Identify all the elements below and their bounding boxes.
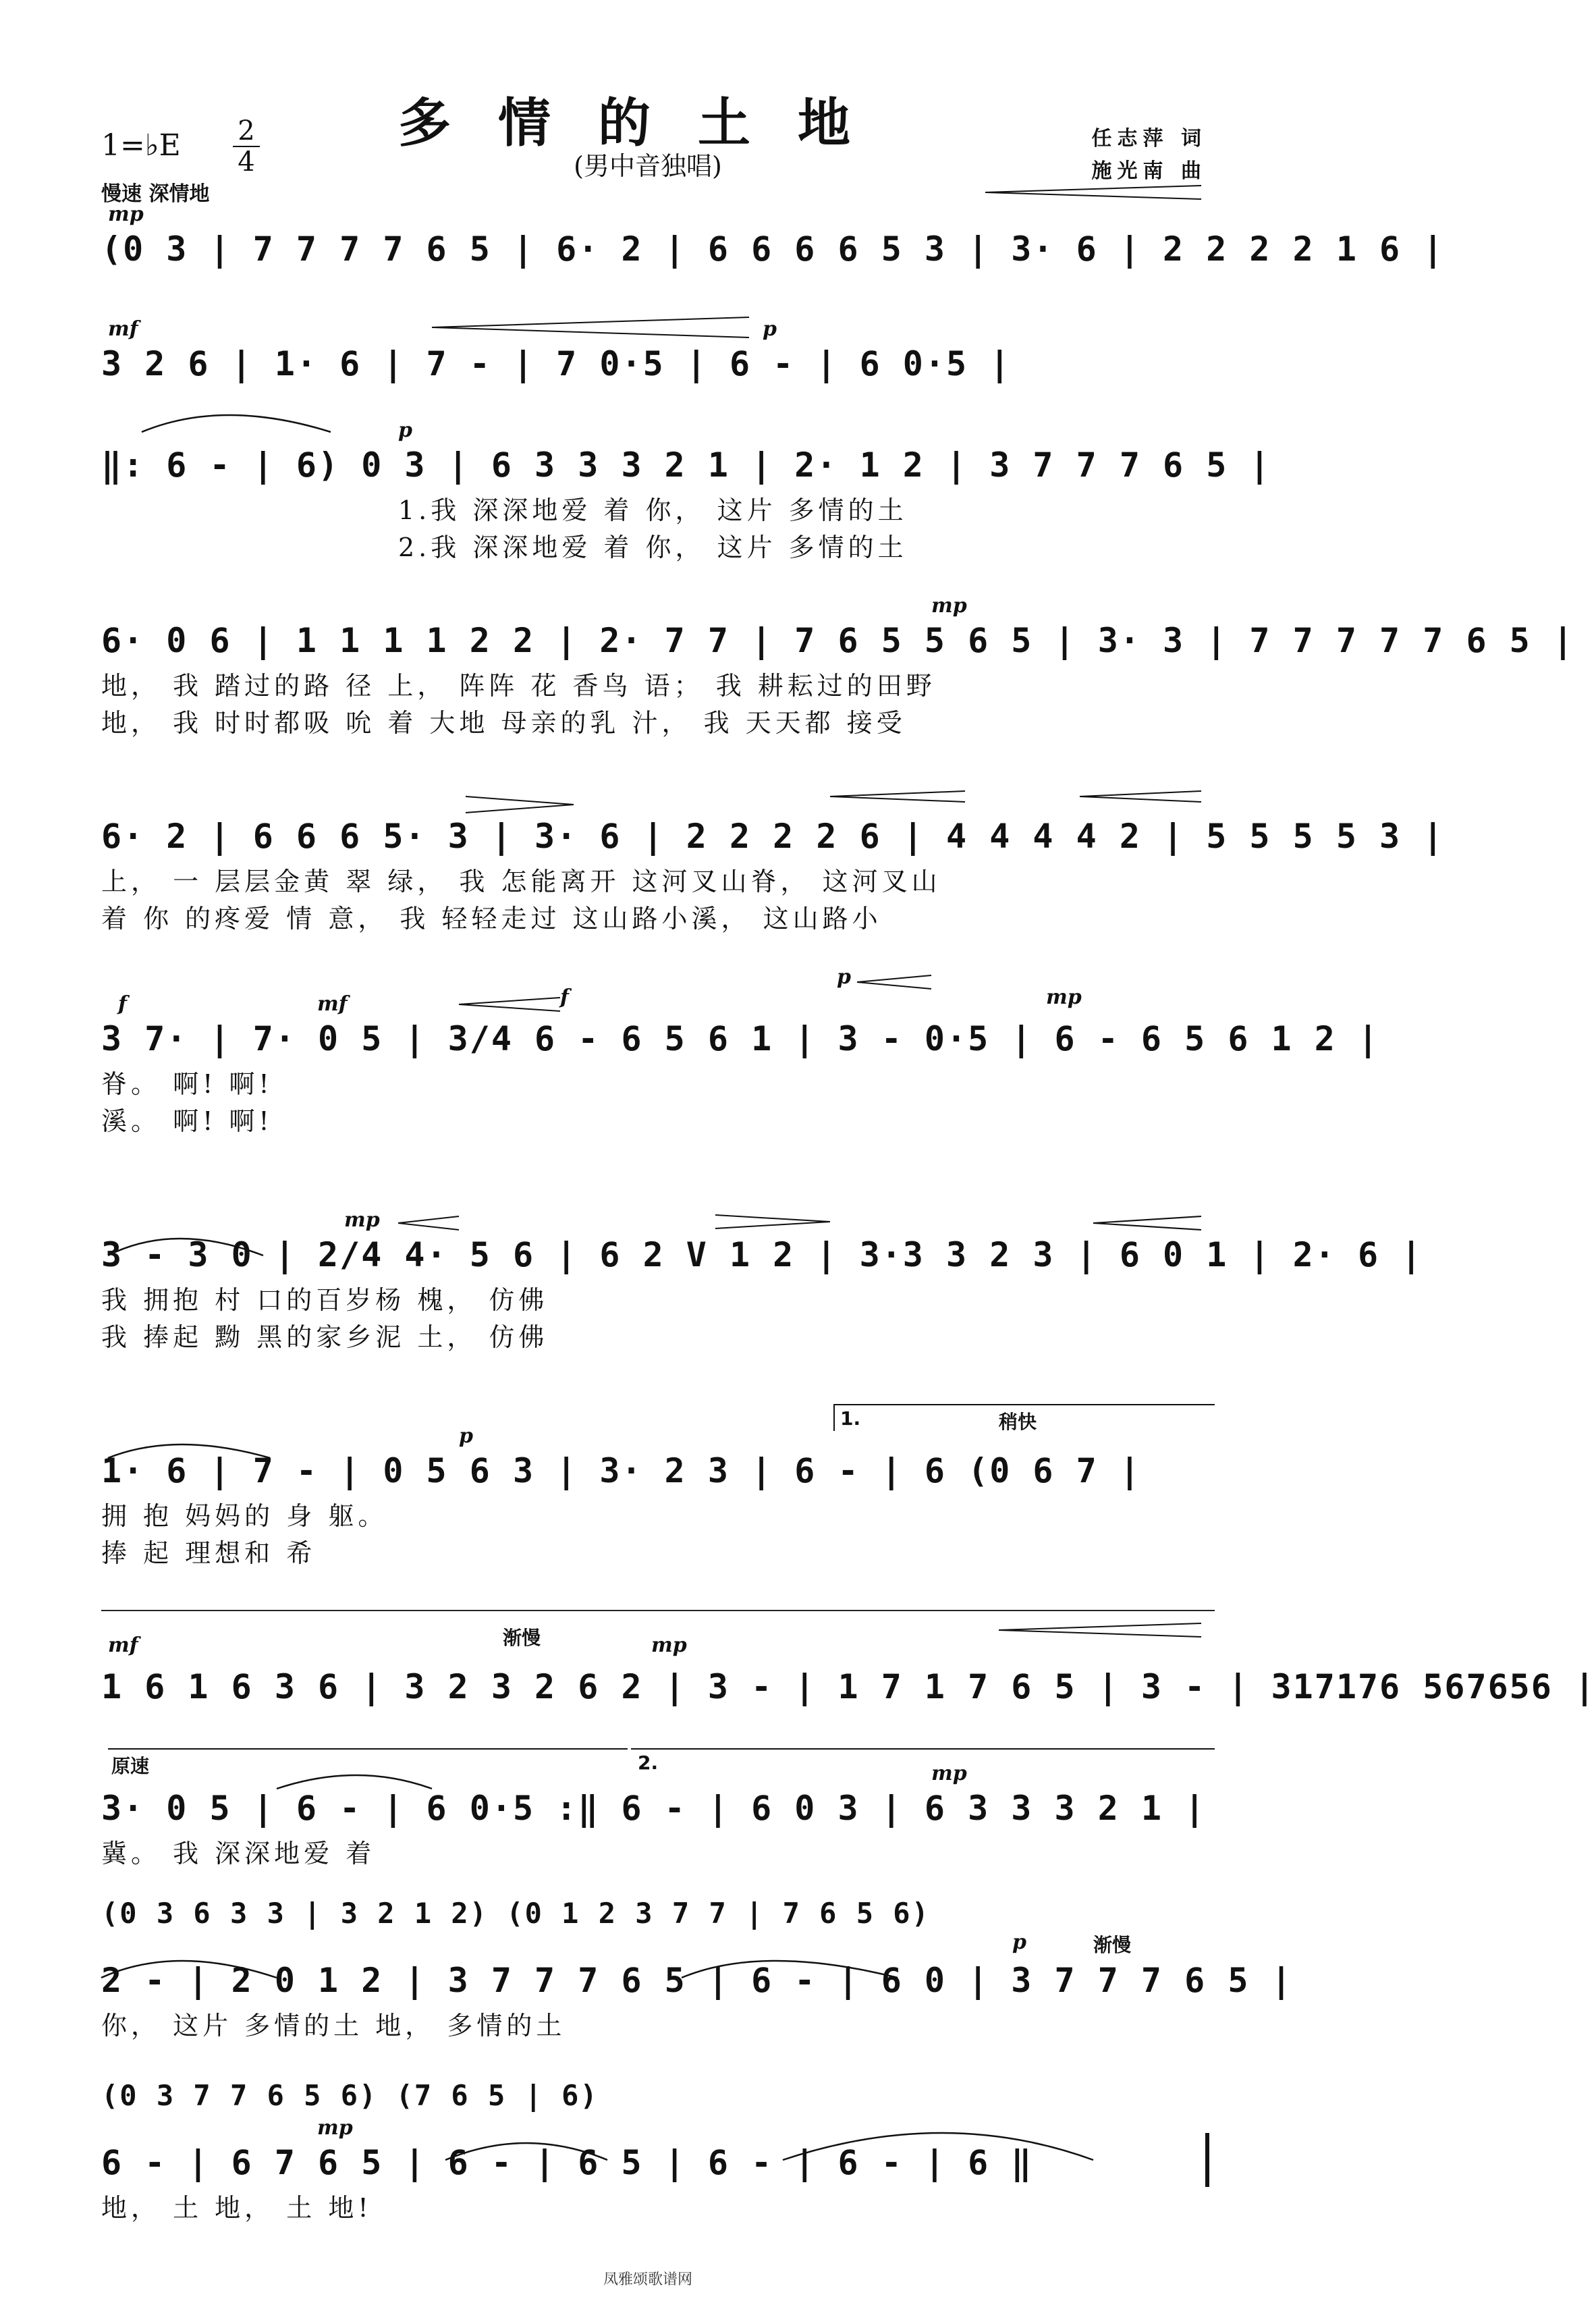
hairpin-decrescendo [466,796,574,813]
dynamic-mark: p [763,317,777,341]
dynamic-mark: mp [1046,985,1082,1009]
tempo-change: 原速 [111,1755,150,1777]
source-footer: 凤雅颂歌谱网 [603,2271,692,2288]
hairpin-crescendo [1093,1216,1201,1230]
tempo-change: 渐慢 [503,1627,541,1649]
slur [101,1961,277,1978]
dynamic-mark: p [837,965,851,989]
hairpin-crescendo [830,791,965,802]
lyrics-verse-2: 我 捧起 黝 黑的家乡泥 土， 仿佛 [101,1322,549,1352]
dynamic-mark: mf [108,1633,138,1657]
dynamic-mark: p [398,418,412,442]
notation-line: 1· 6 | 7 - | 0 5 6 3 | 3· 2 3 | 6 - | 6 (0 6 7 | [101,1451,1141,1490]
dynamic-mark: f [560,985,569,1009]
dynamic-mark: mp [317,2116,353,2140]
slurs [101,415,1093,2160]
slur [445,2143,607,2160]
notation-line: 3· 0 5 | 6 - | 6 0·5 :‖ 6 - | 6 0 3 | 6 3 3 3 2 1 | [101,1789,1207,1828]
dynamic-mark: mp [108,202,144,226]
hairpin-decrescendo [432,317,749,337]
hairpins [398,186,1201,1637]
lyrics-verse-1: 地， 土 地， 土 地! [101,2193,373,2223]
volta-number: 2. [638,1752,659,1774]
hairpin-crescendo [857,975,931,989]
lyrics-verse-1: 上， 一 层层金黄 翠 绿， 我 怎能离开 这河叉山脊， 这河叉山 [101,867,941,896]
slur [142,415,331,432]
lyrics-verse-2: 地， 我 时时都吸 吮 着 大地 母亲的乳 汁， 我 天天都 接受 [101,708,906,738]
dynamic-mark: mp [931,594,967,618]
hairpin-crescendo [459,998,560,1011]
slur [783,2133,1093,2160]
notation-line: 3 2 6 | 1· 6 | 7 - | 7 0·5 | 6 - | 6 0·5 | [101,344,1012,383]
notation-line: 3 - 3 0 | 2/4 4· 5 6 | 6 2 V 1 2 | 3·3 3 2 3 | 6 0 1 | 2· 6 | [101,1235,1423,1274]
dynamic-mark: mp [344,1208,380,1232]
dynamic-mark: mp [651,1633,687,1657]
upper-notation-line: (0 3 6 3 3 | 3 2 1 2) (0 1 2 3 7 7 | 7 6 5 6) [101,1897,930,1930]
lyrics-verse-1: 1.我 深深地爱 着 你， 这片 多情的土 [398,495,908,525]
song-subtitle: (男中音独唱) [574,151,722,181]
notation-line: 6· 2 | 6 6 6 5· 3 | 3· 6 | 2 2 2 2 6 | 4 4 4 4 2 | 5 5 5 5 3 | [101,817,1445,856]
composer-credit: 施光南 曲 [1091,159,1207,183]
slur [277,1775,432,1789]
hairpin-crescendo [398,1216,459,1230]
key-signature: 1=♭E [101,128,181,163]
notation-line: 6· 0 6 | 1 1 1 1 2 2 | 2· 7 7 | 7 6 5 5 6 5 | 3· 3 | 7 7 7 7 7 6 5 | [101,621,1574,660]
lyrics-verse-2: 捧 起 理想和 希 [101,1538,317,1568]
dynamic-mark: mf [108,317,138,341]
hairpin-decrescendo [985,186,1201,199]
lyrics-verse-1: 脊。 啊! 啊! [101,1069,273,1099]
dynamic-mark: p [1012,1930,1026,1954]
dynamic-mark: mf [317,992,348,1016]
lyrics-verse-2: 溪。 啊! 啊! [101,1106,273,1136]
hairpin-crescendo [1080,791,1201,802]
lyrics-verse-1: 冀。 我 深深地爱 着 [101,1839,376,1868]
song-title: 多情的土地 [397,92,898,154]
upper-notation-line: (0 3 7 7 6 5 6) (7 6 5 | 6) [101,2079,599,2112]
tempo-change: 渐慢 [1093,1934,1132,1956]
notation-line: 1 6 1 6 3 6 | 3 2 3 2 6 2 | 3 - | 1 7 1 7 6 5 | 3 - | 317176 567656 | [101,1667,1596,1706]
meter-top: 2 [238,115,255,146]
lyrics-verse-1: 拥 抱 妈妈的 身 躯。 [101,1501,388,1531]
dynamic-mark: p [459,1424,473,1448]
notation-line: ‖: 6 - | 6) 0 3 | 6 3 3 3 2 1 | 2· 1 2 | 3 7 7 7 6 5 | [101,445,1271,485]
dynamic-mark: mp [931,1762,967,1785]
lyrics-verse-1: 你， 这片 多情的土 地， 多情的土 [101,2011,566,2040]
hairpin-decrescendo [999,1623,1201,1637]
slur [682,1961,898,1978]
meter-bottom: 4 [233,146,260,177]
tempo-marking: 慢速 深情地 [101,182,210,206]
slur [108,1239,263,1255]
dynamic-mark: f [118,992,127,1016]
volta-number: 1. [840,1407,861,1430]
lyrics-verse-2: 2.我 深深地爱 着 你， 这片 多情的土 [398,533,908,562]
notation-line: 2 - | 2 0 1 2 | 3 7 7 7 6 5 | 6 - | 6 0 | 3 7 7 7 6 5 | [101,1961,1293,2000]
notation-line: (0 3 | 7 7 7 7 6 5 | 6· 2 | 6 6 6 6 5 3 | 3· 6 | 2 2 2 2 1 6 | [101,229,1445,269]
slur [108,1444,270,1458]
lyrics-verse-1: 我 拥抱 村 口的百岁杨 槐， 仿佛 [101,1285,549,1315]
notation-line: 3 7· | 7· 0 5 | 3/4 6 - 6 5 6 1 | 3 - 0·5 | 6 - 6 5 6 1 2 | [101,1019,1380,1058]
lyrics-verse-2: 着 你 的疼爱 情 意， 我 轻轻走过 这山路小溪， 这山路小 [101,904,882,934]
tempo-change: 稍快 [999,1411,1037,1433]
lyrics-verse-1: 地， 我 踏过的路 径 上， 阵阵 花 香鸟 语； 我 耕耘过的田野 [101,671,936,701]
notation-line: 6 - | 6 7 6 5 | 6 - | 6 5 | 6 - | 6 - | 6 ‖ [101,2143,1033,2182]
lyricist-credit: 任志萍 词 [1091,127,1207,151]
hairpin-decrescendo [715,1215,830,1228]
